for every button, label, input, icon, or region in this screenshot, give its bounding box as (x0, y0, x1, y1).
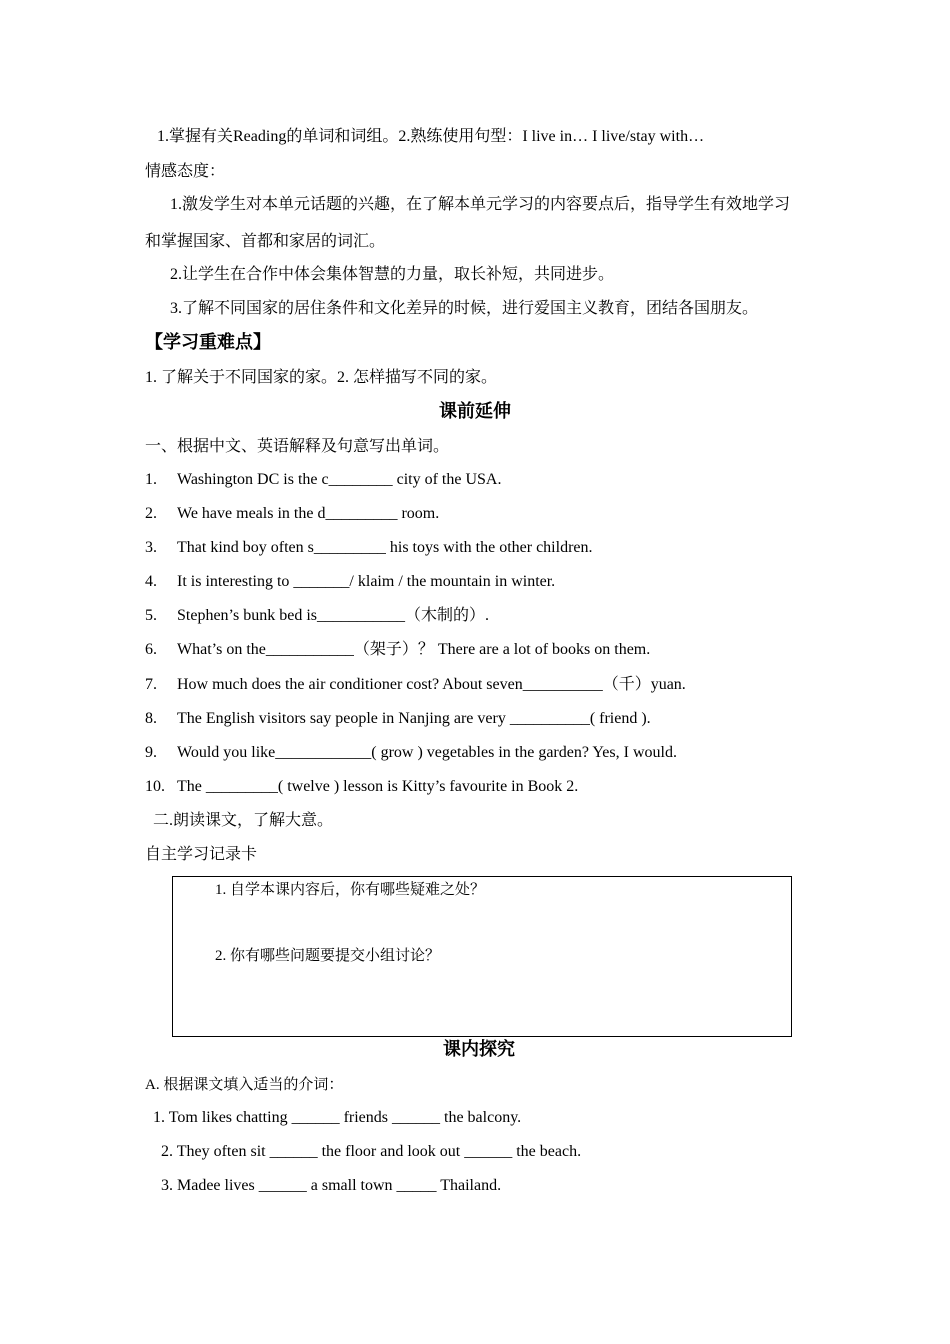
question-number: 6. (145, 641, 157, 658)
question-number: 8. (145, 710, 157, 727)
emotion-item-2: 2.让学生在合作中体会集体智慧的力量，取长补短，共同进步。 (170, 266, 615, 283)
question-number: 5. (145, 607, 157, 624)
question-text: How much does the air conditioner cost? About seven__________（千）yuan. (177, 676, 686, 693)
question-text: We have meals in the d_________ room. (177, 505, 440, 522)
key-points-title: 【学习重难点】 (145, 332, 271, 353)
in-class-item-3: 3. Madee lives ______ a small town _____ Thailand. (161, 1177, 502, 1194)
in-class-section-title: 课内探究 (443, 1039, 515, 1060)
question-number: 2. (145, 505, 157, 522)
reading-instruction: 二.朗读课文，了解大意。 (153, 812, 334, 829)
question-text: The _________( twelve ) lesson is Kitty’s favourite in Book 2. (177, 778, 579, 795)
question-text: Washington DC is the c________ city of the USA. (177, 471, 502, 488)
knowledge-objective: 1.掌握有关Reading的单词和词组。2.熟练使用句型：I live in… I live/stay with… (157, 128, 705, 145)
question-text: The English visitors say people in Nanjing are very __________( friend ). (177, 710, 651, 727)
question-number: 10. (145, 778, 165, 795)
question-number: 1. (145, 471, 157, 488)
question-number: 7. (145, 676, 157, 693)
record-card-question-1: 1. 自学本课内容后，你有哪些疑难之处？ (215, 882, 486, 898)
question-text: That kind boy often s_________ his toys with the other children. (177, 539, 593, 556)
question-number: 4. (145, 573, 157, 590)
question-text: It is interesting to _______/ klaim / the mountain in winter. (177, 573, 556, 590)
preview-instruction: 一、根据中文、英语解释及句意写出单词。 (145, 438, 450, 455)
emotion-label: 情感态度： (145, 163, 226, 180)
question-text: What’s on the___________（架子）？ There are a lot of books on them. (177, 641, 651, 658)
question-text: Would you like____________( grow ) vegetables in the garden? Yes, I would. (177, 744, 677, 761)
record-card-title: 自主学习记录卡 (145, 846, 258, 863)
key-points-text: 1. 了解关于不同国家的家。2. 怎样描写不同的家。 (145, 369, 498, 386)
in-class-item-1: 1. Tom likes chatting ______ friends ______ the balcony. (153, 1109, 522, 1126)
emotion-item-1: 1.激发学生对本单元话题的兴趣，在了解本单元学习的内容要点后，指导学生有效地学习 (170, 196, 791, 213)
preview-section-title: 课前延伸 (439, 401, 511, 422)
in-class-instruction: A. 根据课文填入适当的介词： (145, 1077, 344, 1093)
emotion-item-3: 3.了解不同国家的居住条件和文化差异的时候，进行爱国主义教育，团结各国朋友。 (170, 300, 759, 317)
in-class-item-2: 2. They often sit ______ the floor and look out ______ the beach. (161, 1143, 582, 1160)
question-text: Stephen’s bunk bed is___________（木制的）. (177, 607, 489, 624)
question-number: 3. (145, 539, 157, 556)
question-number: 9. (145, 744, 157, 761)
record-card-box (172, 876, 792, 1037)
emotion-item-1-cont: 和掌握国家、首都和家居的词汇。 (145, 233, 386, 250)
record-card-question-2: 2. 你有哪些问题要提交小组讨论？ (215, 948, 441, 964)
